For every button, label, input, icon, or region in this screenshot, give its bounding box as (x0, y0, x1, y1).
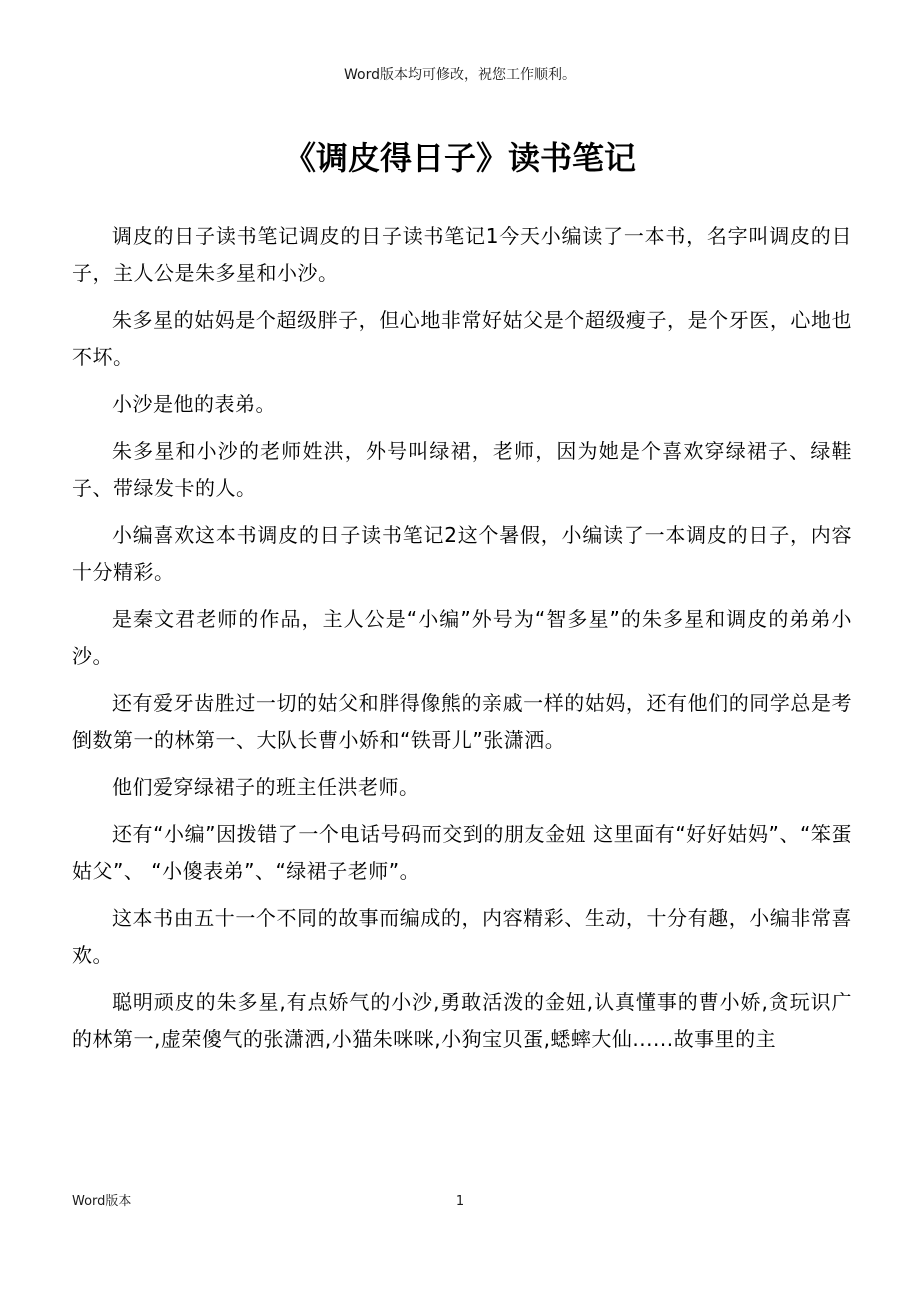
footer-label: Word版本 (72, 1194, 132, 1209)
paragraph: 他们爱穿绿裙子的班主任洪老师。 (112, 775, 420, 799)
page-number: 1 (455, 1194, 465, 1209)
paragraph: 聪明顽皮的朱多星,有点娇气的小沙,勇敢活泼的金妞,认真懂事的曹小娇,贪玩识广的林第一,虚荣傻气的张潇洒,小猫朱咪咪,小狗宝贝蛋,蟋蟀大仙......故事里的主 (72, 990, 852, 1051)
paragraph: 这本书由五十一个不同的故事而编成的，内容精彩、生动，十分有趣，小编非常喜欢。 (72, 906, 852, 967)
paragraph: 调皮的日子读书笔记调皮的日子读书笔记1今天小编读了一本书，名字叫调皮的日子，主人公是朱多星和小沙。 (72, 224, 852, 285)
header-note: Word版本均可修改，祝您工作顺利。 (344, 67, 576, 83)
document-body (72, 218, 852, 1068)
document-title: 《调皮得日子》读书笔记 (283, 139, 636, 177)
paragraph: 是秦文君老师的作品，主人公是“小编”外号为“智多星”的朱多星和调皮的弟弟小沙。 (72, 607, 852, 668)
paragraph: 还有爱牙齿胜过一切的姑父和胖得像熊的亲戚一样的姑妈，还有他们的同学总是考倒数第一的林第一、大队长曹小娇和“铁哥儿”张潇洒。 (72, 691, 852, 752)
paragraph: 小沙是他的表弟。 (112, 392, 276, 416)
paragraph: 还有“小编”因拨错了一个电话号码而交到的朋友金妞 这里面有“好好姑妈”、“笨蛋姑父”、 “小傻表弟”、“绿裙子老师”。 (72, 822, 852, 883)
paragraph: 朱多星的姑妈是个超级胖子，但心地非常好姑父是个超级瘦子，是个牙医，心地也不坏。 (72, 308, 852, 369)
paragraph: 小编喜欢这本书调皮的日子读书笔记2这个暑假，小编读了一本调皮的日子，内容十分精彩。 (72, 523, 852, 584)
paragraph: 朱多星和小沙的老师姓洪，外号叫绿裙，老师，因为她是个喜欢穿绿裙子、绿鞋子、带绿发卡的人。 (72, 439, 852, 500)
